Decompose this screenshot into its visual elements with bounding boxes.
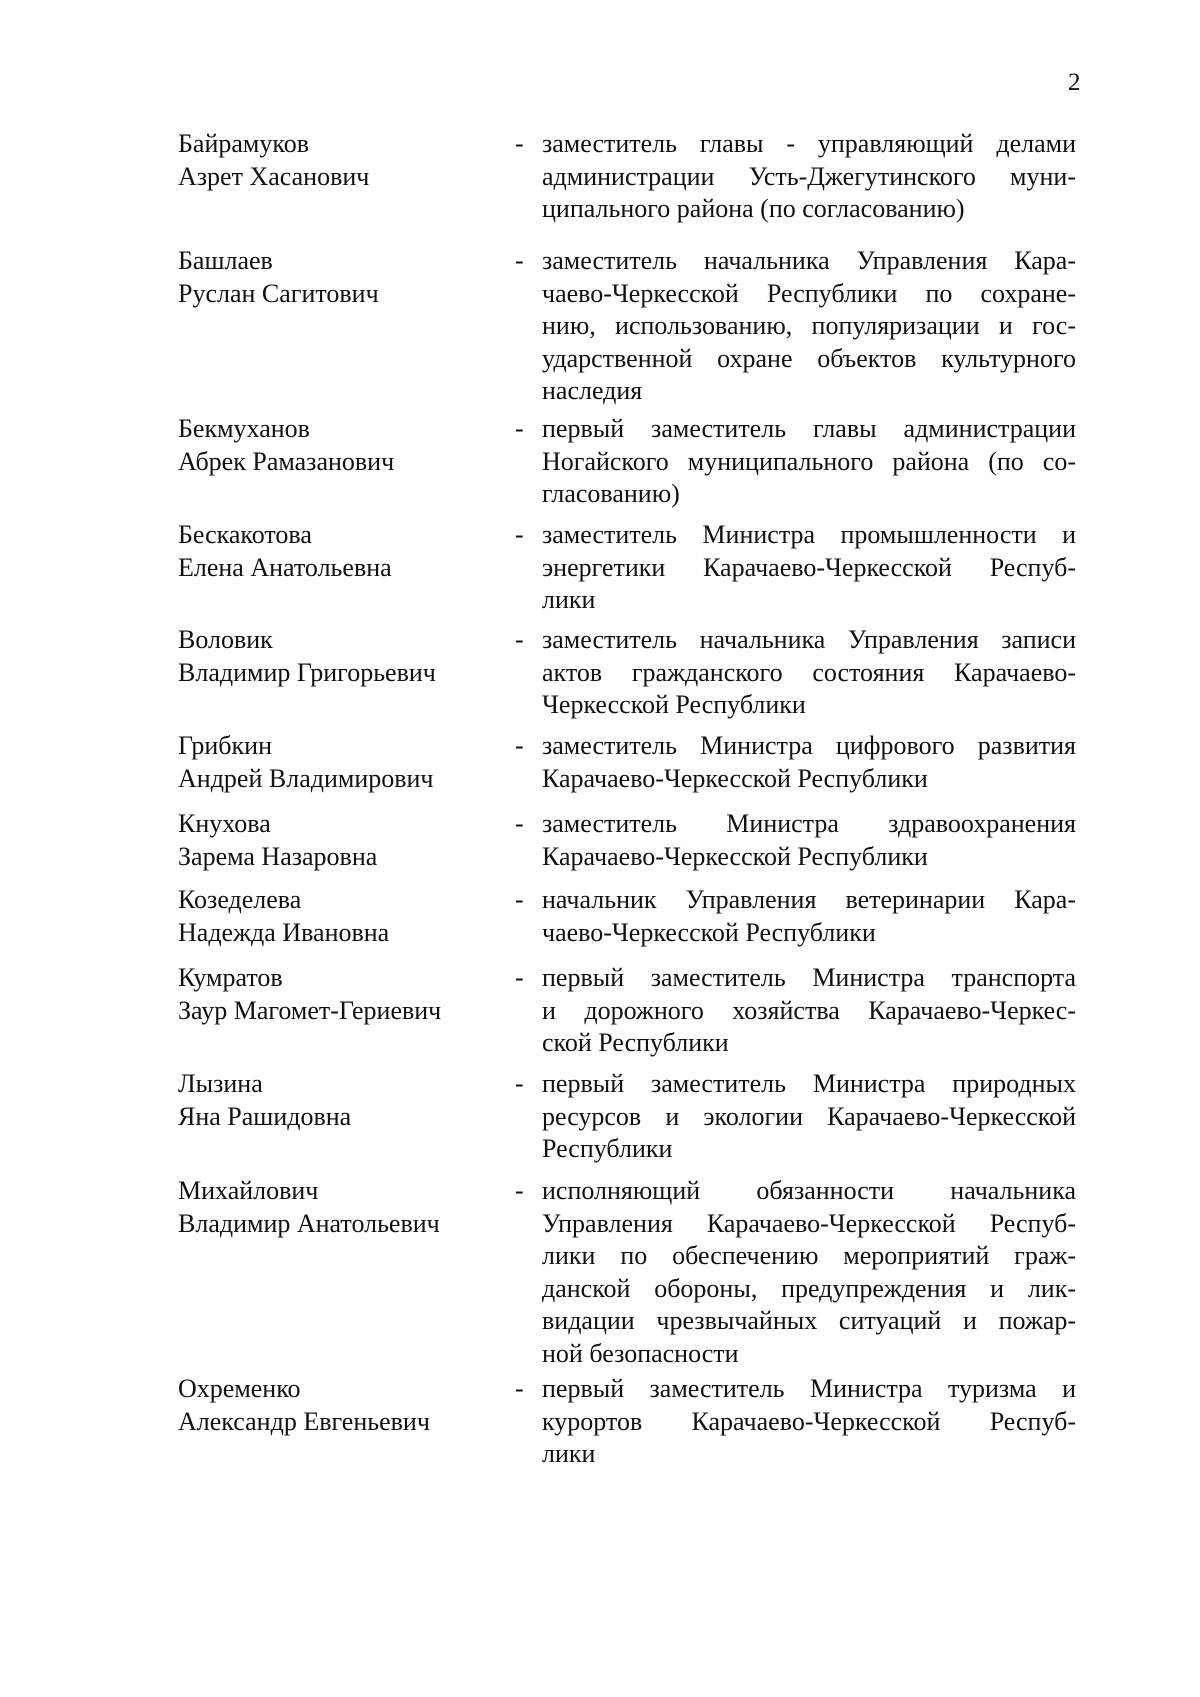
role-line: гласованию) <box>542 479 680 508</box>
role-line: Карачаево-Черкесской Республики <box>542 763 928 793</box>
role-line: энергетики Карачаево-Черкесской Респуб- <box>542 552 1076 582</box>
person-name <box>178 413 508 478</box>
position-description <box>542 413 1076 511</box>
role-line: видации чрезвычайных ситуаций и пожар- <box>542 1306 1076 1335</box>
person-name <box>178 624 508 689</box>
person-name <box>178 730 508 795</box>
role-line: наследия <box>542 376 643 405</box>
surname: Кумратов <box>178 963 283 992</box>
dash: - <box>515 414 524 443</box>
person-name <box>178 808 508 873</box>
role-line: первый заместитель Министра природных <box>542 1069 1076 1098</box>
position-description <box>542 884 1076 949</box>
role-line: ципального района (по согласованию) <box>542 194 965 223</box>
role-line: нию, использованию, популяризации и гос- <box>542 311 1076 340</box>
given-name: Зарема Назаровна <box>178 841 378 871</box>
role-line: заместитель начальника Управления записи <box>542 625 1076 654</box>
surname: Башлаев <box>178 246 273 275</box>
role-line: исполняющий обязанности начальника <box>542 1176 1076 1205</box>
dash: - <box>515 1069 524 1098</box>
surname: Бескакотова <box>178 520 312 549</box>
given-name: Абрек Рамазанович <box>178 446 395 476</box>
surname: Охременко <box>178 1374 301 1403</box>
role-line: Черкесской Республики <box>542 690 806 719</box>
role-line: заместитель Министра цифрового развития <box>542 731 1076 760</box>
given-name: Руслан Сагитович <box>178 278 379 308</box>
role-line: и дорожного хозяйства Карачаево-Черкес- <box>542 995 1076 1025</box>
dash: - <box>515 1374 524 1403</box>
role-line: заместитель начальника Управления Кара- <box>542 246 1076 275</box>
role-line: ударственной охране объектов культурного <box>542 343 1076 373</box>
person-name <box>178 884 508 949</box>
role-line: начальник Управления ветеринарии Кара- <box>542 885 1076 914</box>
position-description <box>542 128 1076 226</box>
given-name: Азрет Хасанович <box>178 161 370 191</box>
role-line: курортов Карачаево-Черкесской Респуб- <box>542 1406 1076 1436</box>
position-description <box>542 1373 1076 1471</box>
dash: - <box>515 246 524 275</box>
person-name <box>178 1068 508 1133</box>
role-line: администрации Усть-Джегутинского муни- <box>542 161 1076 191</box>
role-line: первый заместитель Министра туризма и <box>542 1374 1076 1403</box>
given-name: Яна Рашидовна <box>178 1101 352 1131</box>
dash: - <box>515 809 524 838</box>
given-name: Андрей Владимирович <box>178 763 434 793</box>
given-name: Надежда Ивановна <box>178 917 390 947</box>
given-name: Владимир Григорьевич <box>178 657 436 687</box>
position-description <box>542 730 1076 795</box>
position-description <box>542 1175 1076 1370</box>
role-line: ской Республики <box>542 1028 729 1057</box>
role-line: заместитель Министра здравоохранения <box>542 809 1076 838</box>
dash: - <box>515 1176 524 1205</box>
page-number: 2 <box>1068 69 1081 96</box>
surname: Кнухова <box>178 809 271 838</box>
surname: Лызина <box>178 1069 263 1098</box>
surname: Бекмуханов <box>178 414 310 443</box>
role-line: чаево-Черкесской Республики <box>542 917 876 947</box>
surname: Воловик <box>178 625 273 654</box>
dash: - <box>515 625 524 654</box>
person-name <box>178 245 508 310</box>
role-line: заместитель Министра промышленности и <box>542 520 1076 549</box>
role-line: ной безопасности <box>542 1338 739 1368</box>
position-description <box>542 962 1076 1060</box>
given-name: Александр Евгеньевич <box>178 1406 430 1436</box>
position-description <box>542 1068 1076 1166</box>
role-line: лики <box>542 585 596 614</box>
position-description <box>542 245 1076 408</box>
person-name <box>178 1373 508 1438</box>
surname: Байрамуков <box>178 129 309 158</box>
surname: Михайлович <box>178 1176 319 1205</box>
role-line: ресурсов и экологии Карачаево-Черкесской <box>542 1101 1076 1131</box>
position-description <box>542 808 1076 873</box>
dash: - <box>515 129 524 158</box>
surname: Козеделева <box>178 885 302 914</box>
role-line: заместитель главы - управляющий делами <box>542 129 1076 158</box>
position-description <box>542 624 1076 722</box>
position-description <box>542 519 1076 617</box>
dash: - <box>515 731 524 760</box>
role-line: Карачаево-Черкесской Республики <box>542 841 928 871</box>
role-line: первый заместитель Министра транспорта <box>542 963 1076 992</box>
person-name <box>178 1175 508 1240</box>
given-name: Елена Анатольевна <box>178 552 392 582</box>
role-line: первый заместитель главы администрации <box>542 414 1076 443</box>
dash: - <box>515 885 524 914</box>
role-line: Управления Карачаево-Черкесской Респуб- <box>542 1208 1076 1238</box>
role-line: данской обороны, предупреждения и лик- <box>542 1273 1076 1303</box>
role-line: лики <box>542 1439 596 1468</box>
person-name <box>178 128 508 193</box>
role-line: чаево-Черкесской Республики по сохране- <box>542 278 1076 308</box>
dash: - <box>515 963 524 992</box>
person-name <box>178 519 508 584</box>
surname: Грибкин <box>178 731 272 760</box>
role-line: лики по обеспечению мероприятий граж- <box>542 1241 1076 1270</box>
role-line: Ногайского муниципального района (по со- <box>542 446 1076 476</box>
given-name: Владимир Анатольевич <box>178 1208 440 1238</box>
dash: - <box>515 520 524 549</box>
given-name: Заур Магомет-Гериевич <box>178 995 442 1025</box>
person-name <box>178 962 508 1027</box>
role-line: Республики <box>542 1134 673 1163</box>
role-line: актов гражданского состояния Карачаево- <box>542 657 1076 687</box>
